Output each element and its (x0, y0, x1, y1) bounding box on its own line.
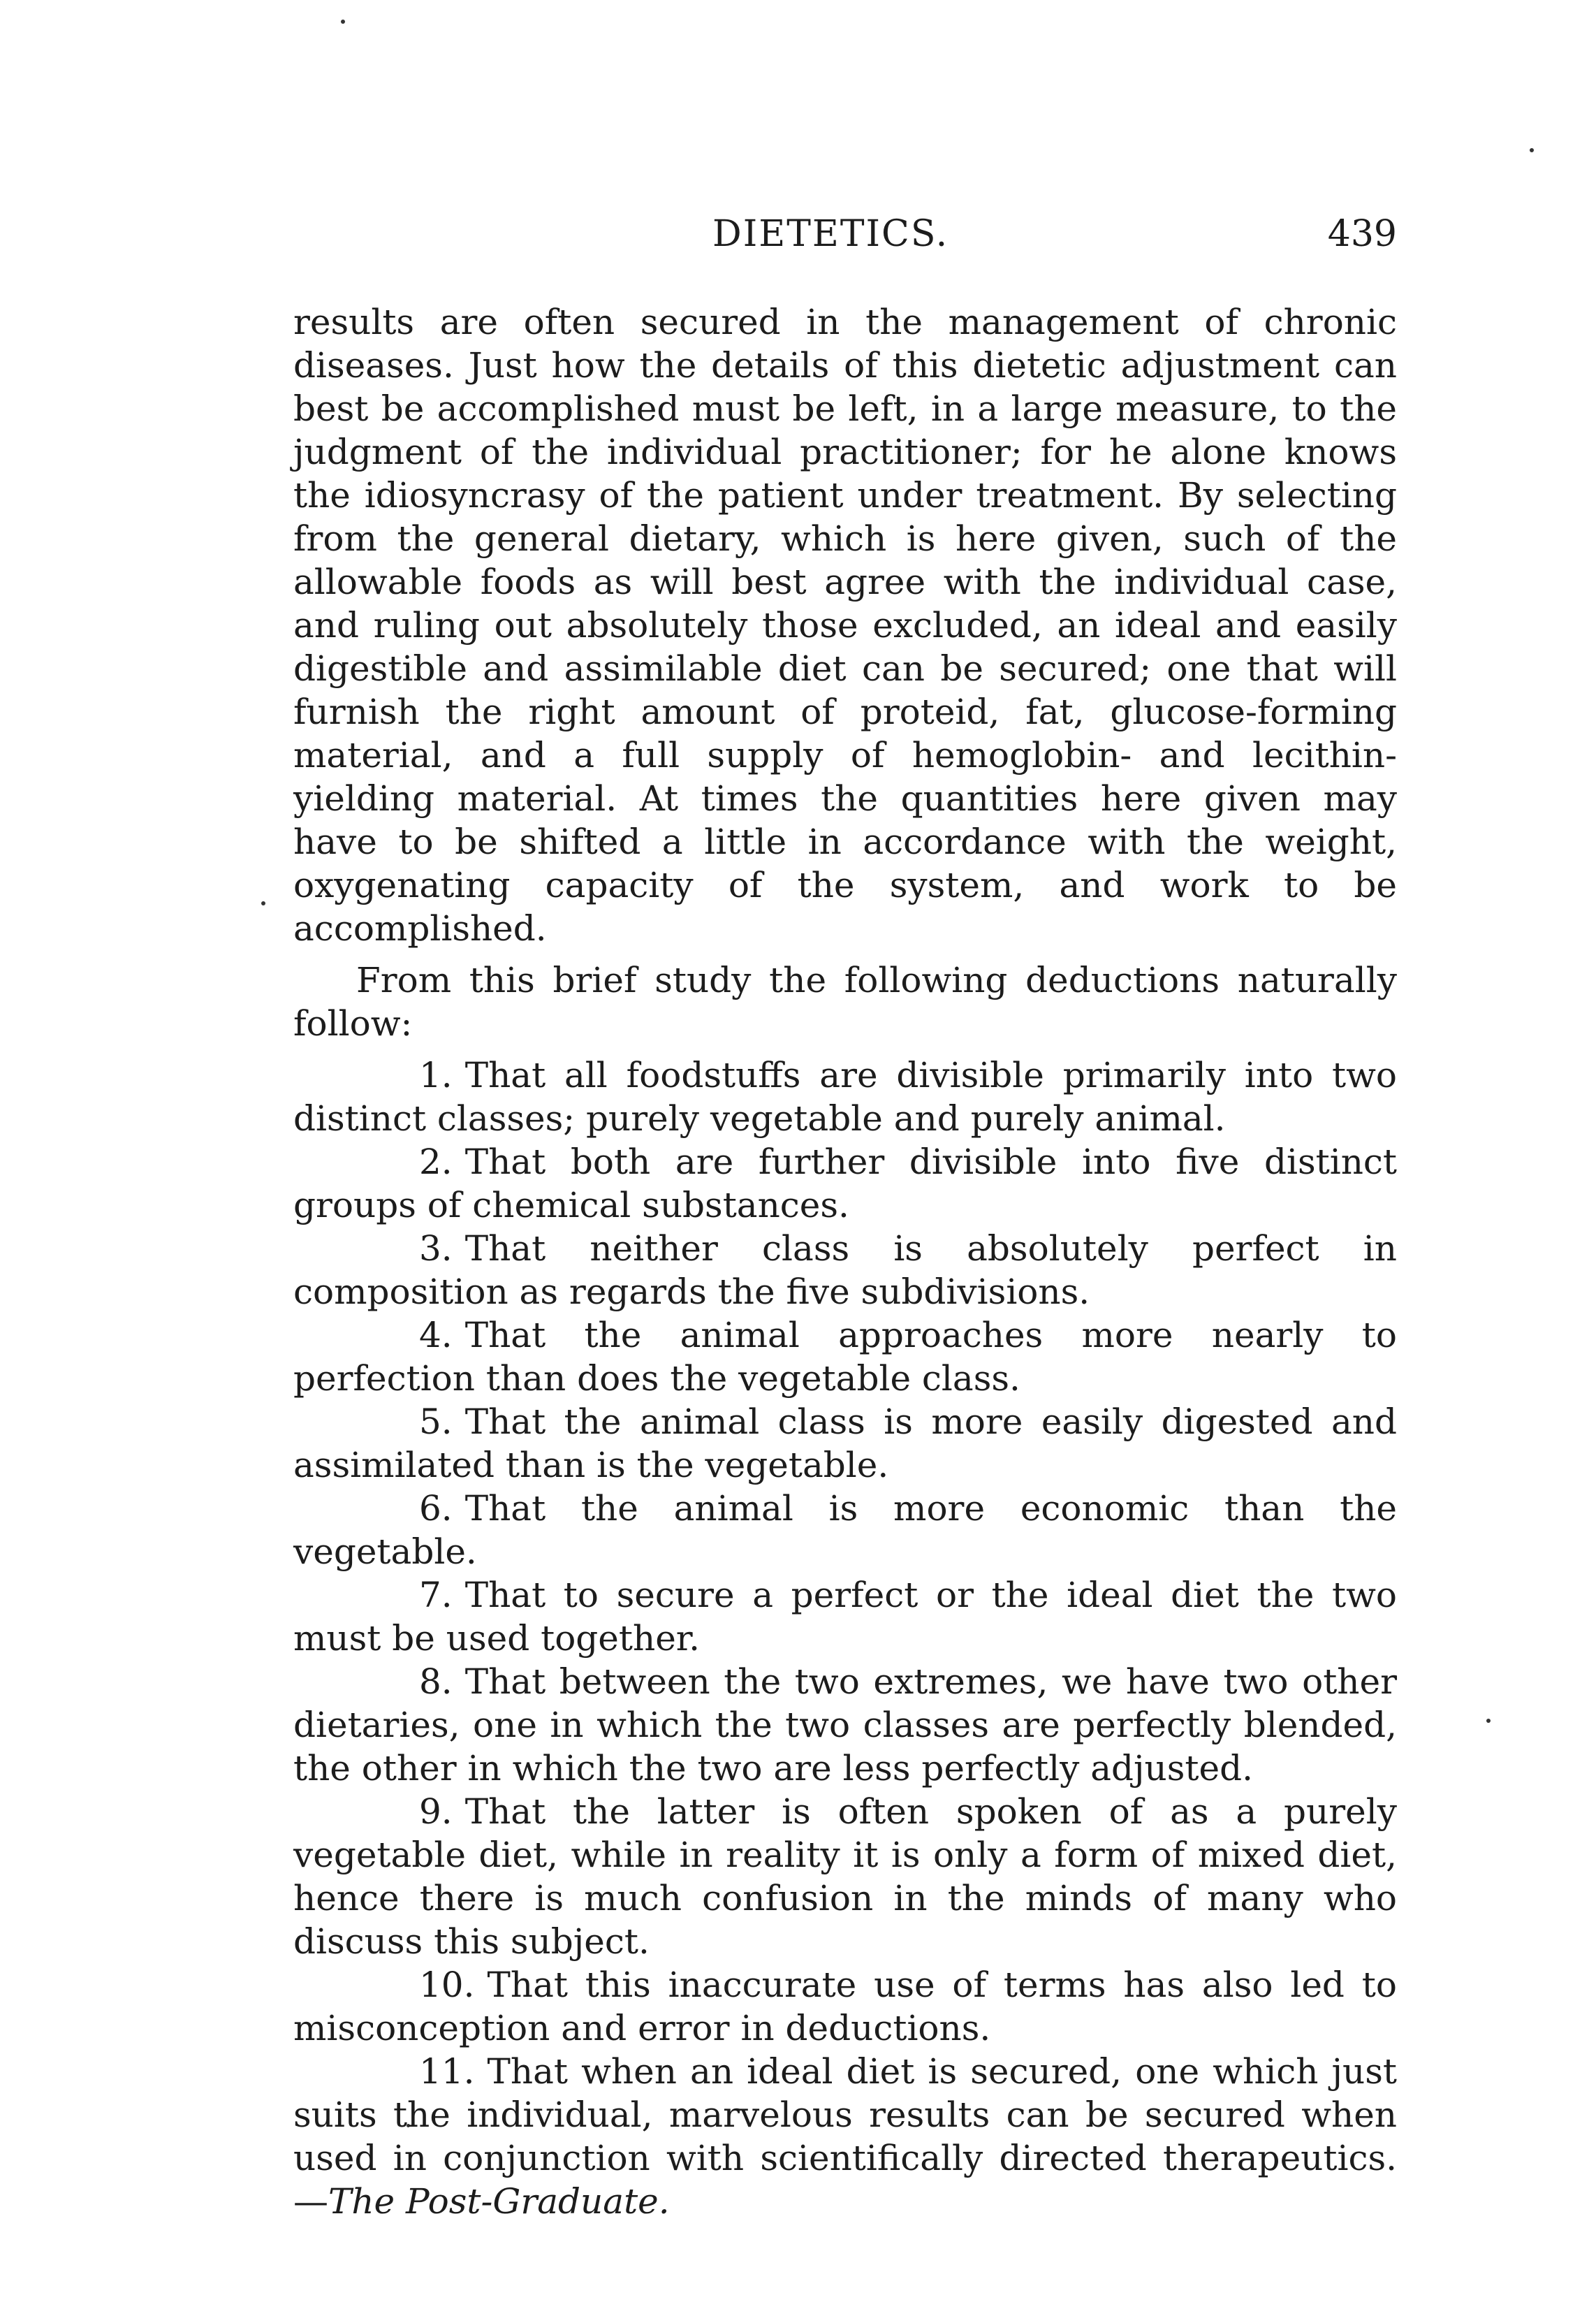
list-item (293, 1487, 1397, 1573)
list-item-text: That the latter is often spoken of as a purely vegetable diet, while in reality it is only a form of mixed diet, hence there is much confusion in the minds of many who discuss this subject. (293, 1791, 1397, 1962)
list-item-number: 3. (419, 1228, 453, 1269)
scan-speck (1530, 148, 1534, 152)
list-item-text: That this inaccurate use of terms has also led to misconception and error in deductions. (293, 1965, 1397, 2048)
list-item (293, 1054, 1397, 1140)
list-item-number: 10. (419, 1965, 475, 2005)
list-item (293, 1790, 1397, 1963)
list-item-text: That to secure a perfect or the ideal diet the two must be used together. (293, 1575, 1397, 1659)
list-item-number: 1. (419, 1055, 453, 1095)
running-title: DIETETICS. (712, 213, 949, 255)
list-item-text: That when an ideal diet is secured, one which just suits the individual, marvelous results can be secured when used in conjunction with scientifically directed therapeutics.— (293, 2051, 1397, 2222)
list-item (293, 1227, 1397, 1313)
body-text (293, 300, 1397, 2223)
scan-speck (1486, 1719, 1491, 1723)
list-item-text: That between the two extremes, we have two other dietaries, one in which the two classes are perfectly blended, the other in which the two are less perfectly adjusted. (293, 1661, 1397, 1789)
list-item-number: 11. (419, 2051, 475, 2092)
list-item-text: That the animal class is more easily digested and assimilated than is the vegetable. (293, 1401, 1397, 1485)
list-item-text: That the animal is more economic than the vegetable. (293, 1488, 1397, 1572)
paragraph: results are often secured in the management of chronic diseases. Just how the details of this dietetic adjustment can best be accomplished must be left, in a large measure, to the judgment of the individual practitioner; for he alone knows the idiosyncrasy of the patient under treatment. By selecting from the general dietary, which is here given, such of the allowable foods as will best agree with the individual case, and ruling out absolutely those excluded, an ideal and easily digestible and assimilable diet can be secured; one that will furnish the right amount of proteid, fat, glucose-forming material, and a full supply of hemoglobin- and lecithin-yielding material. At times the quantities here given may have to be shifted a little in accordance with the weight, oxygenating capacity of the system, and work to be accomplished. (293, 302, 1397, 949)
list-item-text: That all foodstuffs are divisible primarily into two distinct classes; purely vegetable and purely animal. (293, 1055, 1397, 1139)
list-item-number: 4. (419, 1315, 453, 1355)
list-item-number: 5. (419, 1401, 453, 1442)
list-item (293, 1573, 1397, 1660)
list-item (293, 1140, 1397, 1227)
list-item-text: That the animal approaches more nearly to perfection than does the vegetable class. (293, 1315, 1397, 1399)
list-item-number: 6. (419, 1488, 453, 1529)
list-item-number: 9. (419, 1791, 453, 1832)
scan-speck (341, 20, 345, 24)
list-item-number: 8. (419, 1661, 453, 1702)
list-item (293, 1400, 1397, 1487)
list-item-number: 2. (419, 1142, 453, 1182)
source-citation: The Post-Graduate. (328, 2181, 670, 2222)
list-item (293, 1660, 1397, 1790)
list-item-number: 7. (419, 1575, 453, 1615)
list-item (293, 1313, 1397, 1400)
paragraph: From this brief study the following deductions naturally follow: (293, 960, 1397, 1044)
deductions-list (293, 1054, 1397, 2223)
list-item-text: That neither class is absolutely perfect in composition as regards the five subdivisions. (293, 1228, 1397, 1312)
page-number: 439 (1327, 213, 1397, 255)
list-item-text: That both are further divisible into five distinct groups of chemical substances. (293, 1142, 1397, 1225)
list-item (293, 2050, 1397, 2223)
scan-speck (261, 901, 265, 905)
list-item (293, 1963, 1397, 2050)
page-header (293, 213, 1397, 269)
